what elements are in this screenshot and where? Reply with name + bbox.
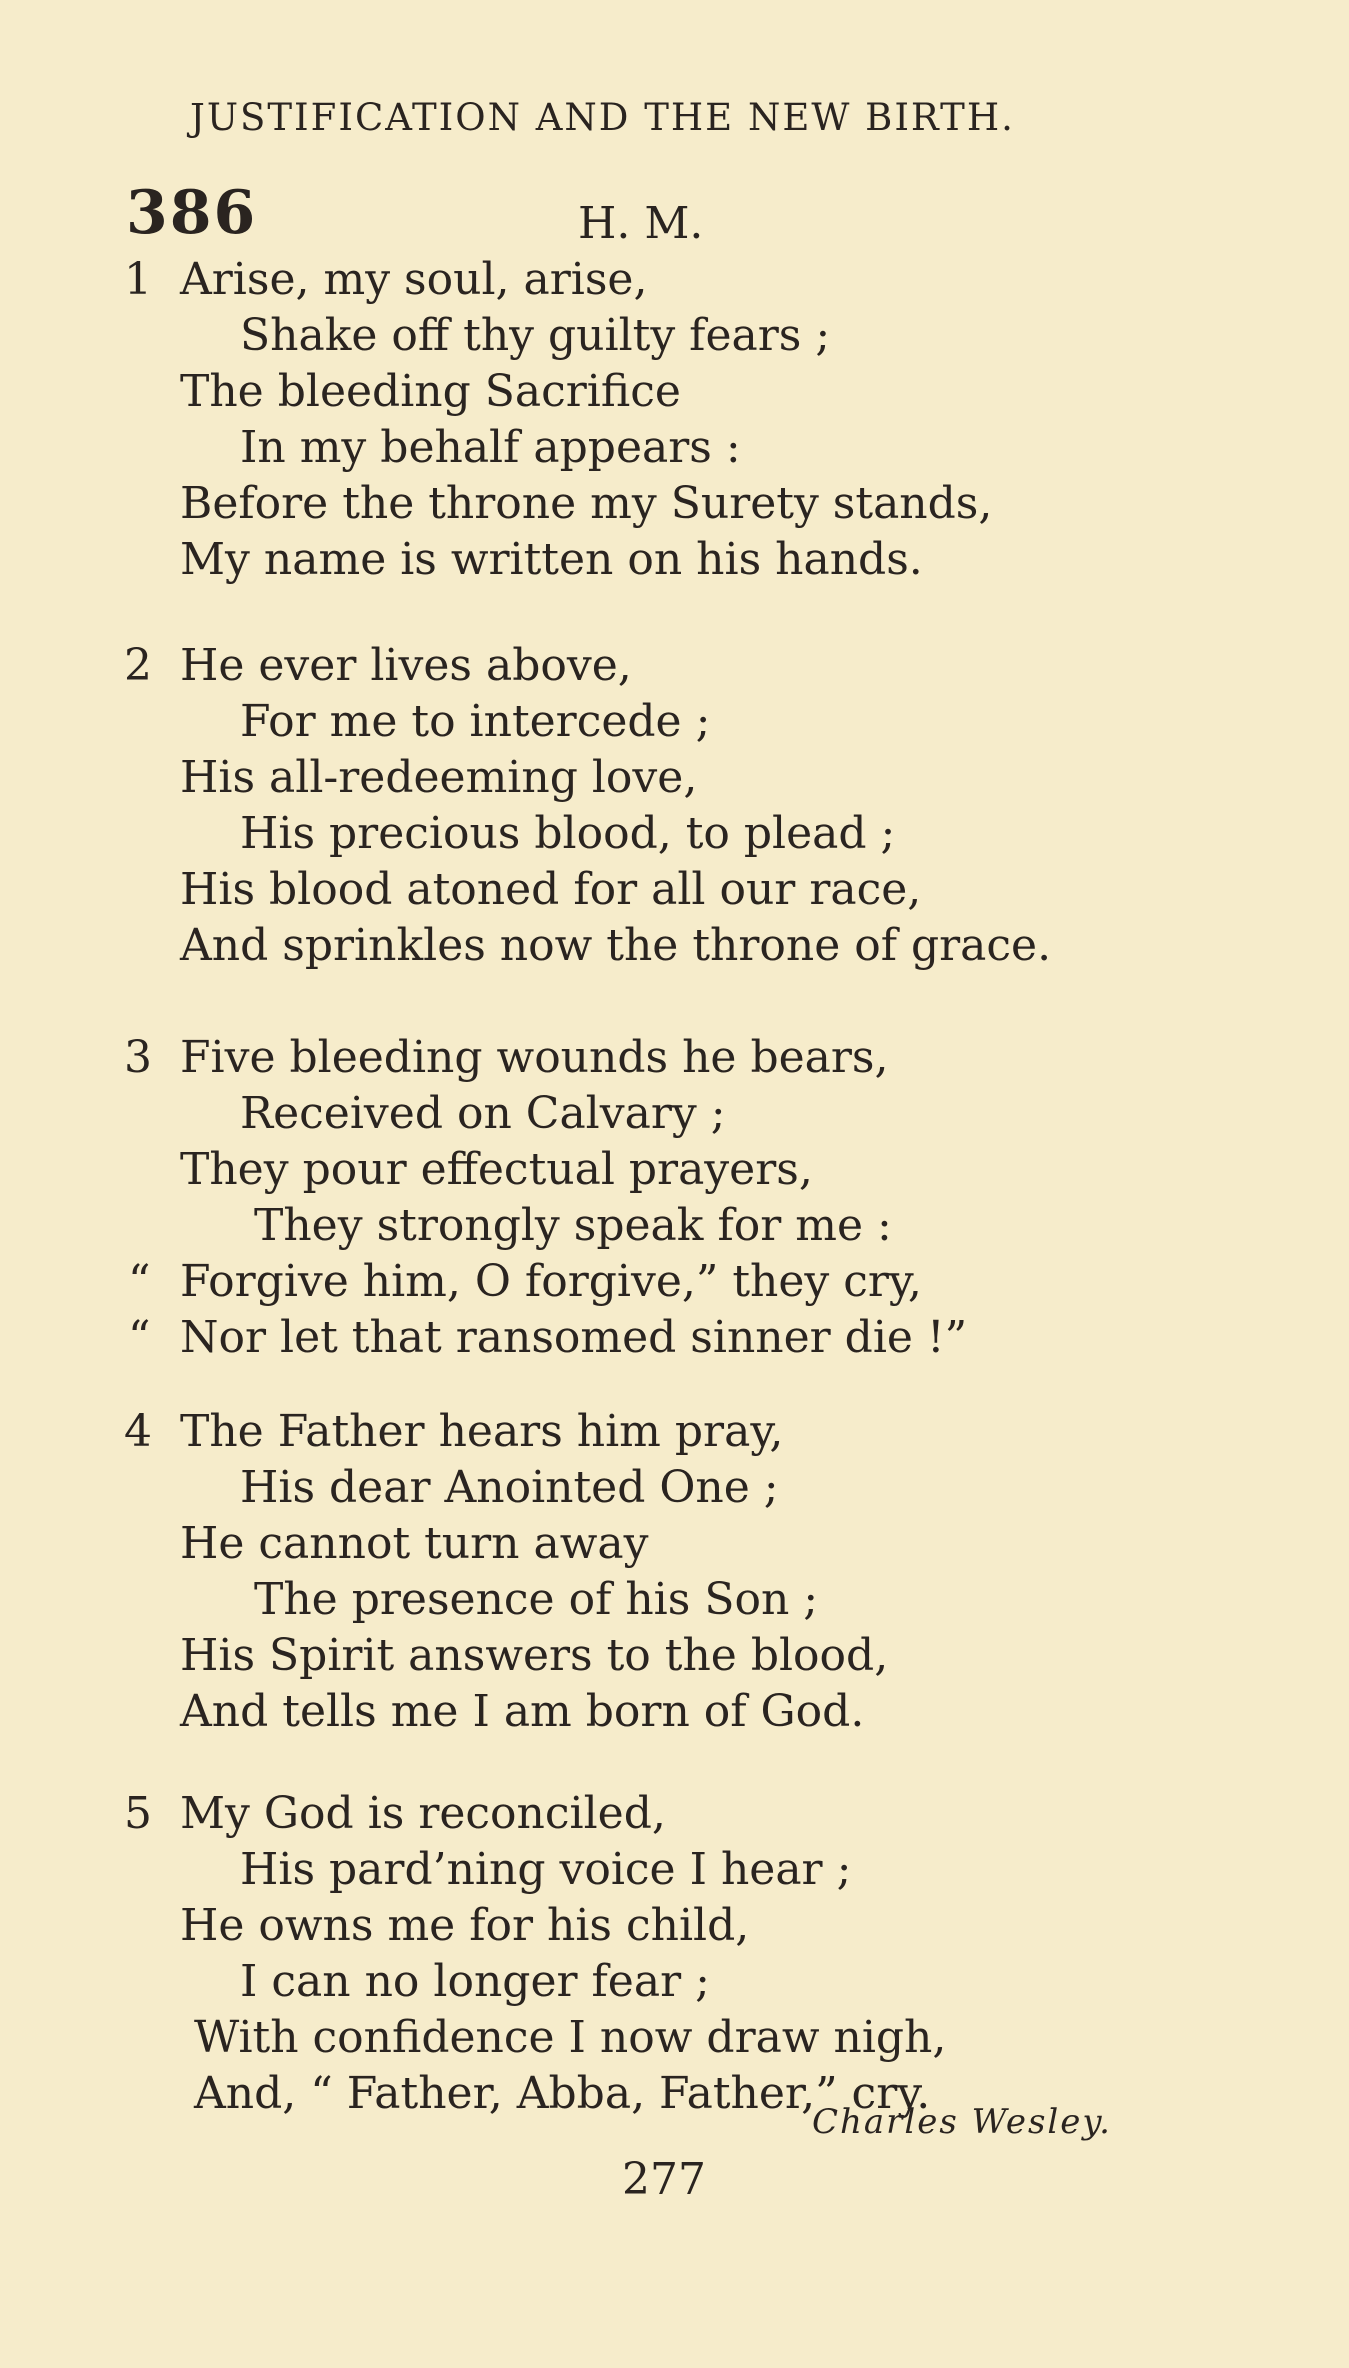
stanza-line: Arise, my soul, arise, [180, 254, 648, 305]
stanza-line: His precious blood, to plead ; [240, 808, 896, 859]
stanza-line: My God is reconciled, [180, 1788, 666, 1839]
stanza-line: Shake off thy guilty fears ; [240, 310, 831, 361]
stanza-line: The bleeding Sacrifice [180, 366, 681, 417]
stanza-line: For me to intercede ; [240, 696, 711, 747]
stanza-line: His Spirit answers to the blood, [180, 1630, 889, 1681]
author-attribution: Charles Wesley. [812, 2102, 1112, 2142]
stanza-line: His all-redeeming love, [180, 752, 698, 803]
stanza-line: His pard’ning voice I hear ; [240, 1844, 852, 1895]
stanza-number: 2 [124, 640, 152, 691]
open-quote: “ [128, 1312, 151, 1363]
stanza-line: My name is written on his hands. [180, 534, 923, 585]
hymn-meter: H. M. [578, 198, 704, 249]
stanza-line: I can no longer fear ; [240, 1956, 710, 2007]
stanza-line: With confidence I now draw nigh, [194, 2012, 947, 2063]
stanza-number: 3 [124, 1032, 152, 1083]
stanza-line: They pour effectual prayers, [180, 1144, 813, 1195]
stanza-number: 5 [124, 1788, 152, 1839]
stanza-line: And, “ Father, Abba, Father,” cry. [194, 2068, 931, 2119]
stanza-line: He cannot turn away [180, 1518, 649, 1569]
stanza-line: Before the throne my Surety stands, [180, 478, 993, 529]
stanza-line: In my behalf appears : [240, 422, 741, 473]
stanza-line: His blood atoned for all our race, [180, 864, 922, 915]
stanza-line: Forgive him, O forgive,” they cry, [180, 1256, 922, 1307]
running-head: JUSTIFICATION AND THE NEW BIRTH. [190, 96, 1015, 139]
stanza-line: His dear Anointed One ; [240, 1462, 779, 1513]
stanza-number: 4 [124, 1406, 152, 1457]
open-quote: “ [128, 1256, 151, 1307]
stanza-line: The presence of his Son ; [254, 1574, 819, 1625]
stanza-line: The Father hears him pray, [180, 1406, 784, 1457]
stanza-line: And tells me I am born of God. [180, 1686, 865, 1737]
stanza-number: 1 [124, 254, 152, 305]
page-number: 277 [622, 2154, 706, 2205]
stanza-line: Nor let that ransomed sinner die !” [180, 1312, 968, 1363]
stanza-line: He ever lives above, [180, 640, 632, 691]
stanza-line: They strongly speak for me : [254, 1200, 892, 1251]
stanza-line: He owns me for his child, [180, 1900, 750, 1951]
hymn-number: 386 [126, 178, 258, 248]
stanza-line: Five bleeding wounds he bears, [180, 1032, 889, 1083]
stanza-line: Received on Calvary ; [240, 1088, 726, 1139]
stanza-line: And sprinkles now the throne of grace. [180, 920, 1052, 971]
